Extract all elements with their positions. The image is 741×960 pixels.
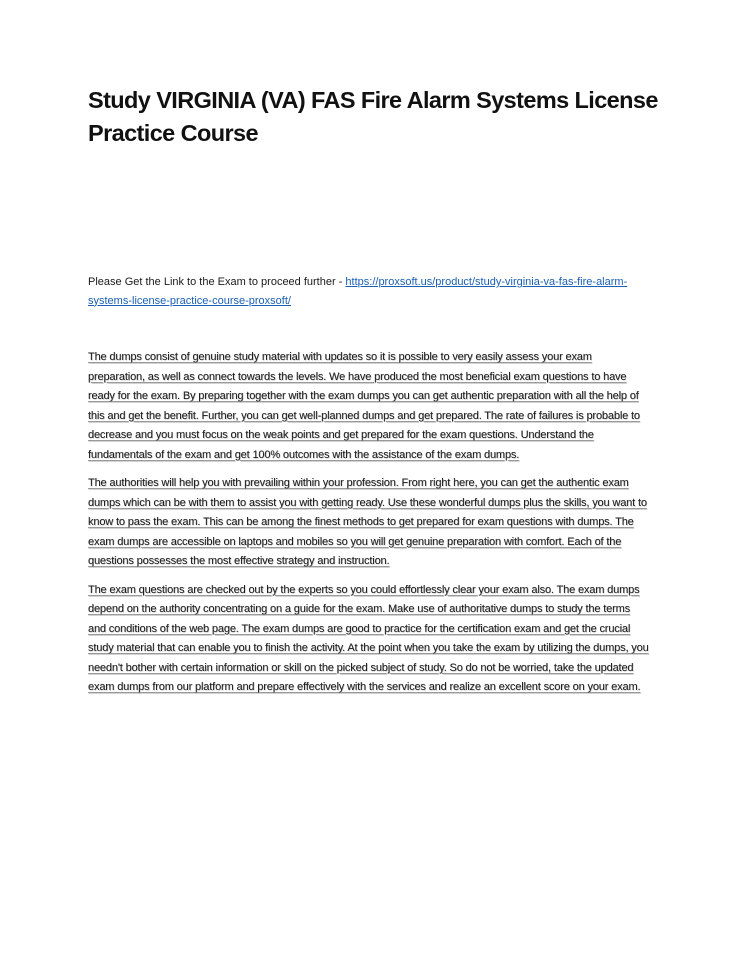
exam-link[interactable]: https://proxsoft.us/product/study-virginia-va-fas-fire-alarm-systems-license-practice-course-proxsoft/ bbox=[88, 276, 628, 307]
intro-text: Please Get the Link to the Exam to proceed further - bbox=[88, 276, 346, 288]
body-paragraph-1: The dumps consist of genuine study material with updates so it is possible to very easily assess your exam preparation, as well as connect towards the levels. We have produced the most beneficial exam questions to have ready for the exam. By preparing together with the exam dumps you can get authentic preparation with all the help of this and get the benefit. Further, you can get well-planned dumps and get prepared. The rate of failures is probable to decrease and you must focus on the weak points and get prepared for the exam questions. Understand the fundamentals of the exam and get 100% outcomes with the assistance of the exam dumps. bbox=[88, 351, 640, 461]
intro-paragraph bbox=[88, 273, 648, 310]
body-paragraph-2: The authorities will help you with prevailing within your profession. From right here, you can get the authentic exam dumps which can be with them to assist you with getting ready. Use these wonderful dumps plus the skills, you want to know to pass the exam. This can be among the finest methods to get prepared for exam questions with dumps. The exam dumps are accessible on laptops and mobiles so you will get genuine preparation with comfort. Each of the questions possesses the most effective strategy and instruction. bbox=[88, 477, 647, 567]
body-paragraph-3: The exam questions are checked out by the experts so you could effortlessly clear your exam also. The exam dumps depend on the authority concentrating on a guide for the exam. Make use of authoritative dumps to study the terms and conditions of the web page. The exam dumps are good to practice for the certification exam and get the crucial study material that can enable you to finish the activity. At the point when you take the exam by utilizing the dumps, you needn't bother with certain information or skill on the picked subject of study. So do not be worried, take the updated exam dumps from our platform and prepare effectively with the services and realize an excellent score on your exam. bbox=[88, 583, 649, 693]
body-text bbox=[88, 348, 650, 707]
page-title: Study VIRGINIA (VA) FAS Fire Alarm Systems License Practice Course bbox=[88, 87, 658, 146]
